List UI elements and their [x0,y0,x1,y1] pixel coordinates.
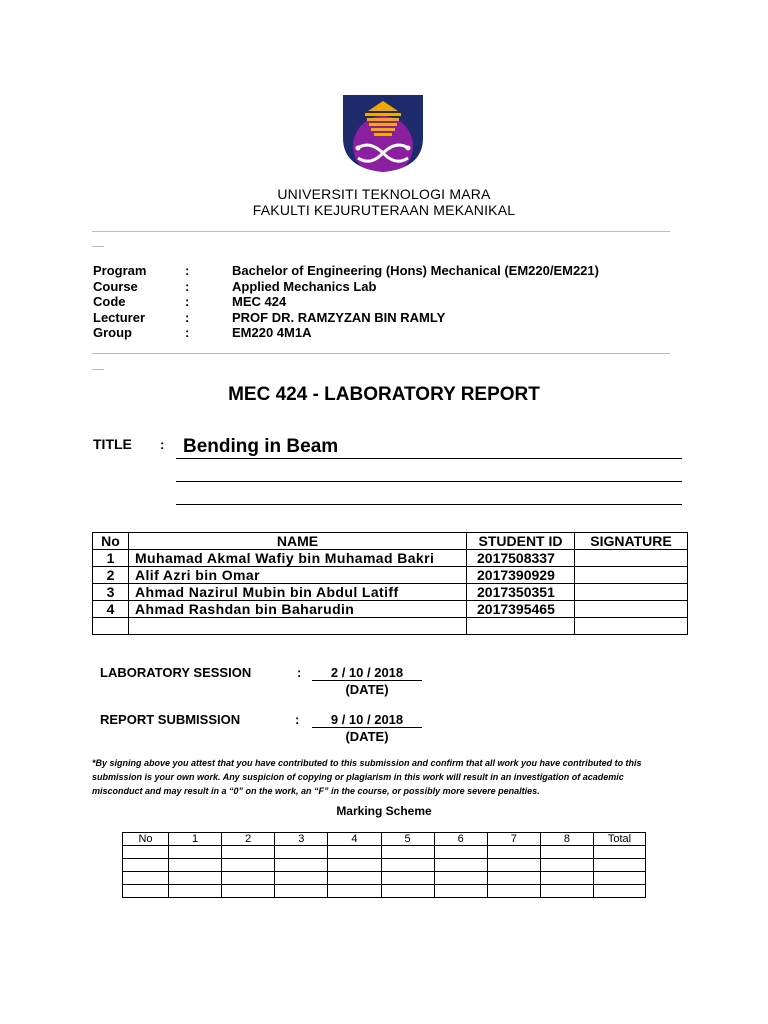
report-submission-caption: (DATE) [345,729,389,744]
marking-header-cell: 7 [487,833,540,846]
info-colon: : [185,310,190,325]
uitm-logo [340,92,426,174]
marking-cell[interactable] [123,859,169,872]
member-no: 3 [93,584,129,601]
info-label: Group [93,325,132,340]
table-header-row [123,833,646,846]
marking-cell[interactable] [434,846,487,859]
marking-cell[interactable] [540,859,593,872]
table-row [123,846,646,859]
marking-cell[interactable] [275,859,328,872]
marking-cell[interactable] [222,885,275,898]
member-student-id: 2017390929 [467,567,575,584]
info-colon: : [185,279,190,294]
marking-scheme-title: Marking Scheme [336,804,432,818]
marking-cell[interactable] [275,872,328,885]
member-signature[interactable] [575,601,688,618]
table-header-row [93,533,688,550]
member-no: 2 [93,567,129,584]
marking-cell[interactable] [275,885,328,898]
member-signature[interactable] [575,567,688,584]
marking-cell[interactable] [169,859,222,872]
title-underline [176,481,682,482]
member-student-id [467,618,575,635]
table-row [123,872,646,885]
marking-cell[interactable] [434,859,487,872]
marking-cell[interactable] [169,872,222,885]
marking-cell[interactable] [222,859,275,872]
marking-cell[interactable] [381,872,434,885]
marking-cell[interactable] [222,846,275,859]
marking-cell[interactable] [594,872,646,885]
marking-cell[interactable] [487,859,540,872]
marking-cell[interactable] [487,846,540,859]
marking-cell[interactable] [487,885,540,898]
lab-session-colon: : [297,665,302,680]
table-row [93,618,688,635]
member-student-id: 2017350351 [467,584,575,601]
info-value: Applied Mechanics Lab [232,279,377,294]
table-row [93,601,688,618]
marking-cell[interactable] [540,872,593,885]
marking-header-cell: 5 [381,833,434,846]
title-colon: : [160,437,165,452]
marking-cell[interactable] [328,872,381,885]
info-label: Program [93,263,147,278]
marking-header-cell: 3 [275,833,328,846]
marking-header-cell: 4 [328,833,381,846]
header-name: NAME [129,533,467,550]
member-signature[interactable] [575,584,688,601]
member-name: Ahmad Rashdan bin Baharudin [129,601,467,618]
info-label: Course [93,279,138,294]
marking-scheme-table [122,832,646,898]
marking-cell[interactable] [594,859,646,872]
report-title: MEC 424 - LABORATORY REPORT [228,384,540,405]
marking-cell[interactable] [540,885,593,898]
member-no [93,618,129,635]
member-no: 4 [93,601,129,618]
marking-header-cell: 2 [222,833,275,846]
title-underline [176,504,682,505]
divider [92,231,670,232]
member-name [129,618,467,635]
info-colon: : [185,325,190,340]
table-row [93,567,688,584]
marking-cell[interactable] [594,846,646,859]
header-no: No [93,533,129,550]
marking-header-cell: 6 [434,833,487,846]
lab-session-label: LABORATORY SESSION [100,665,252,680]
lab-session-date: 2 / 10 / 2018 [330,665,404,680]
marking-cell[interactable] [123,872,169,885]
header-signature: SIGNATURE [575,533,688,550]
marking-cell[interactable] [381,846,434,859]
faculty-name: FAKULTI KEJURUTERAAN MEKANIKAL [252,202,516,218]
info-value: PROF DR. RAMZYZAN BIN RAMLY [232,310,446,325]
table-row [93,584,688,601]
info-colon: : [185,263,190,278]
marking-header-cell: 1 [169,833,222,846]
lab-session-caption: (DATE) [345,682,389,697]
marking-header-cell: 8 [540,833,593,846]
marking-cell[interactable] [169,846,222,859]
marking-cell[interactable] [594,885,646,898]
divider [92,369,104,370]
info-value: EM220 4M1A [232,325,312,340]
marking-cell[interactable] [328,846,381,859]
report-submission-label: REPORT SUBMISSION [100,712,241,727]
marking-cell[interactable] [123,846,169,859]
date-underline [312,727,422,728]
member-signature[interactable] [575,618,688,635]
marking-cell[interactable] [381,885,434,898]
report-subject-title: Bending in Beam [183,436,339,457]
marking-header-cell: Total [594,833,646,846]
member-student-id: 2017508337 [467,550,575,567]
table-row [123,885,646,898]
divider [92,353,670,354]
marking-header-cell: No [123,833,169,846]
report-submission-colon: : [295,712,300,727]
member-student-id: 2017395465 [467,601,575,618]
header-student-id: STUDENT ID [467,533,575,550]
declaration-note: *By signing above you attest that you have contributed to this submission and confirm that all work you have contributed to this submission is your own work. Any suspicion of copying or plagiarism in this work will result in an investigation of academic misconduct and may result in a “0” on the work, an “F” in the course, or possibly more severe penalties. [92,758,642,796]
member-name: Alif Azri bin Omar [129,567,467,584]
marking-cell[interactable] [123,885,169,898]
title-label: TITLE [93,436,132,452]
info-label: Lecturer [93,310,146,325]
marking-cell[interactable] [169,885,222,898]
info-value: Bachelor of Engineering (Hons) Mechanical (EM220/EM221) [232,263,599,278]
info-label: Code [93,294,126,309]
member-name: Muhamad Akmal Wafiy bin Muhamad Bakri [129,550,467,567]
marking-cell[interactable] [381,859,434,872]
info-value: MEC 424 [232,294,287,309]
marking-cell[interactable] [540,846,593,859]
divider [92,246,104,247]
member-name: Ahmad Nazirul Mubin bin Abdul Latiff [129,584,467,601]
marking-cell[interactable] [487,872,540,885]
table-row [93,550,688,567]
marking-cell[interactable] [222,872,275,885]
title-underline [176,458,682,459]
marking-cell[interactable] [434,885,487,898]
report-submission-date: 9 / 10 / 2018 [330,712,404,727]
member-signature[interactable] [575,550,688,567]
university-name: UNIVERSITI TEKNOLOGI MARA [277,186,491,202]
marking-cell[interactable] [328,859,381,872]
marking-cell[interactable] [275,846,328,859]
member-no: 1 [93,550,129,567]
table-row [123,859,646,872]
marking-cell[interactable] [434,872,487,885]
info-colon: : [185,294,190,309]
members-table [92,532,688,635]
date-underline [312,680,422,681]
marking-cell[interactable] [328,885,381,898]
